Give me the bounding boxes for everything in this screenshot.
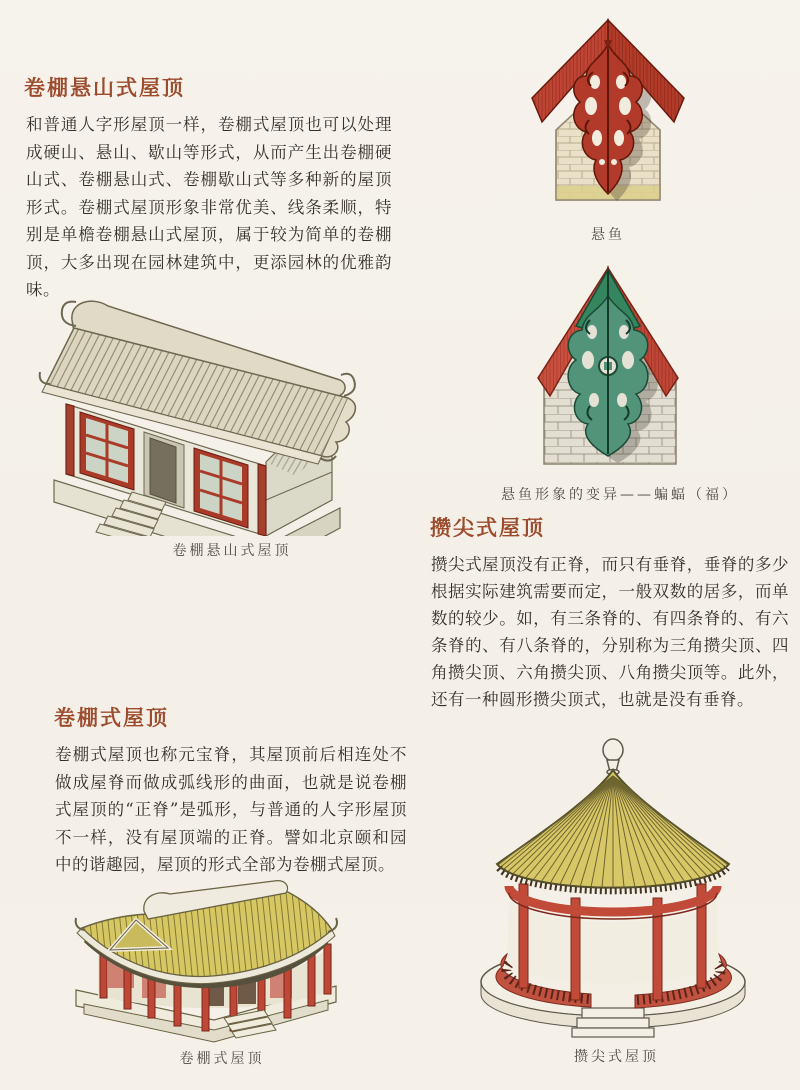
caption-xuanyu: 悬鱼 [591,227,625,243]
heading-juanpeng: 卷棚式屋顶 [54,706,169,730]
figure-xuanyu [492,10,724,243]
figure-juanpeng-roof [18,878,426,1067]
paragraph-juanpeng: 卷棚式屋顶也称元宝脊，其屋顶前后相连处不做成屋脊而做成弧线形的曲面，也就是说卷棚式屋顶的“正脊”是弧形，与普通的人字形屋顶不一样，没有屋顶端的正脊。譬如北京颐和园中的谐趣园，屋顶的形式全部为卷棚式屋顶。 [55,745,407,874]
xuanyu-gable-illustration [492,10,724,218]
bat-gable-illustration [486,254,732,478]
figure-juanpeng-xuanshan-roof [14,284,450,559]
caption-cuanjian: 攒尖式屋顶 [574,1049,659,1065]
juanpeng-xuanshan-building-illustration [14,284,450,536]
juanpeng-hall-illustration [18,878,426,1044]
paragraph-cuanjian: 攒尖式屋顶没有正脊，而只有垂脊，垂脊的多少根据实际建筑需要而定，一般双数的居多，而单数的较少。如，有三条脊的、有四条脊的、有六条脊的、有八条脊的，分别称为三角攒尖顶、四角攒尖顶、六角攒尖顶、八角攒尖顶等。此外，还有一种圆形攒尖顶式，也就是没有垂脊。 [431,555,789,709]
caption-juanpeng-xuanshan: 卷棚悬山式屋顶 [172,543,292,559]
figure-cuanjian-roof [443,736,790,1065]
heading-cuanjian: 攒尖式屋顶 [430,516,545,540]
heading-juanpeng-xuanshan: 卷棚悬山式屋顶 [24,76,185,100]
caption-xuanyu-variant: 悬鱼形象的变异——蝙蝠（福） [501,487,739,503]
figure-xuanyu-variant [486,254,739,503]
cuanjian-pavilion-illustration [443,736,790,1040]
caption-juanpeng: 卷棚式屋顶 [179,1051,265,1067]
paragraph-juanpeng-xuanshan: 和普通人字形屋顶一样，卷棚式屋顶也可以处理成硬山、悬山、歇山等形式，从而产生出卷棚硬山式、卷棚悬山式、卷棚歇山式等多种新的屋顶形式。卷棚式屋顶形象非常优美、线条柔顺，特别是单檐卷棚悬山式屋顶，属于较为简单的卷棚顶，大多出现在园林建筑中，更添园林的优雅韵味。 [26,115,392,299]
